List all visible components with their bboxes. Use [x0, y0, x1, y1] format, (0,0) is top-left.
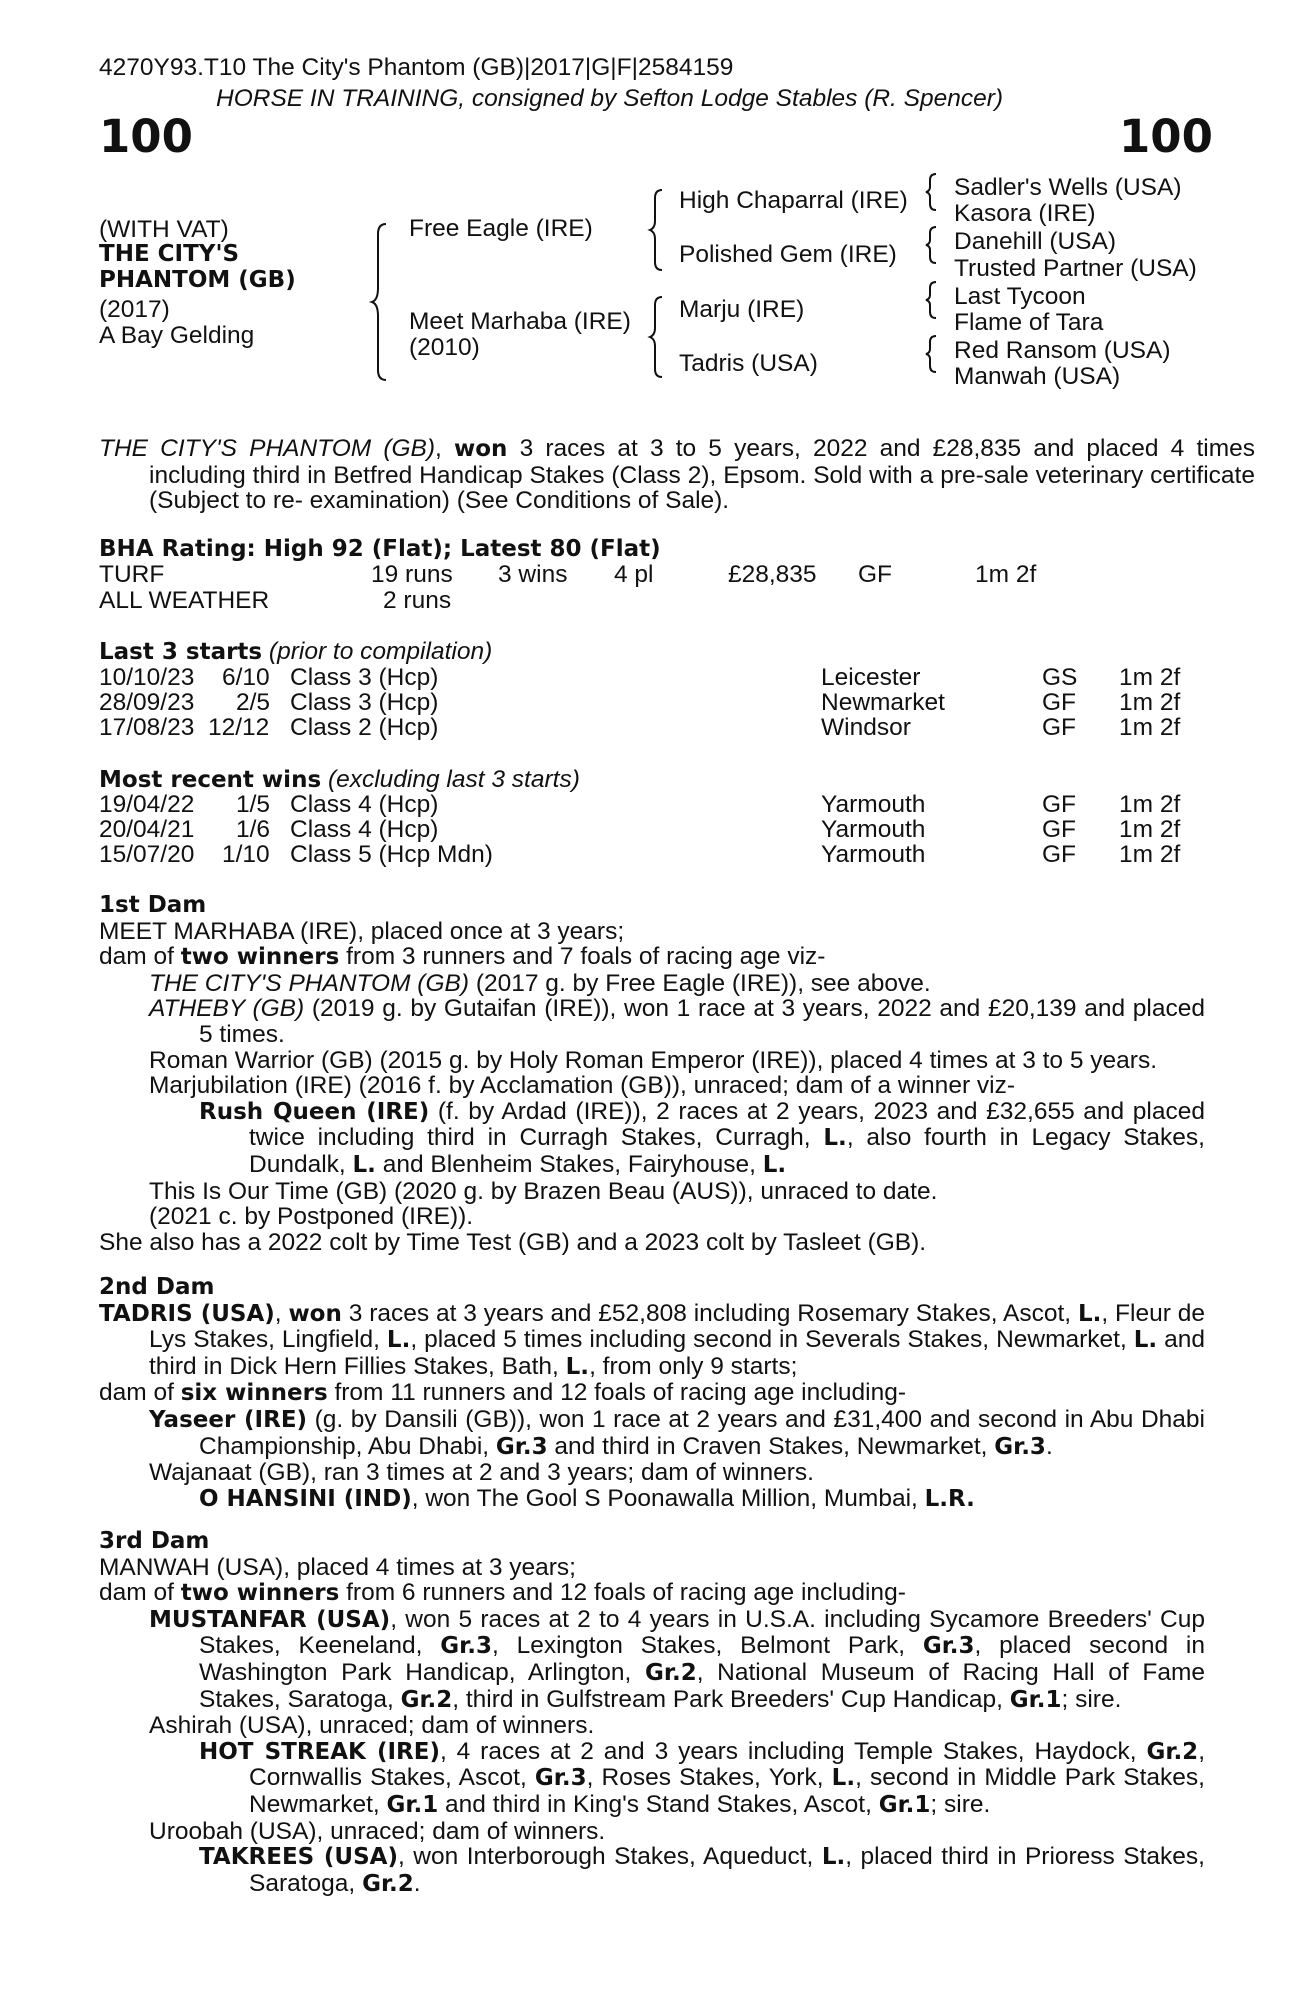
section-heading: 2nd Dam	[99, 1274, 215, 1300]
catalogue-page: 4270Y93.T10 The City's Phantom (GB)|2017|G|F|2584159 HORSE IN TRAINING, consigned by Sefton Lodge Stables (R. Spencer) 100 100 (WITH VAT) THE CITY'S PHANTOM (GB) (2017) A Bay Gelding Free Eagle (IRE) Meet Marhaba (IRE) (2010) High Chaparral (IRE) Polished Gem (IRE) Marju (IRE) Tadris (USA) Sadler's Wells (USA) Kasora (IRE) Danehill (USA) Trusted Partner (USA) Last Tycoon Flame of Tara Red Ransom (USA) Manwah (USA) THE CITY'S PHANTOM (GB), won 3 races at 3 to 5 years, 2022 and £28,835 and placed 4 times including third in Betfred Handicap Stakes (Class 2), Epsom. Sold with a pre-sale veterinary certificate (Subject to re- examination) (See Conditions of Sale). BHA Rating: High 92 (Flat); Latest 80 (Flat) TURF 19 runs 3 wins 4 pl £28,835 GF 1m 2f ALL WEATHER 2 runs Last 3 starts (prior to compilation) 10/10/23 6/10 Class 3 (Hcp) Leicester GS 1m 2f 28/09/23 2/5 Class 3 (Hcp) Newmarket GF 1m 2f 17/08/23 12/12 Class 2 (Hcp) Windsor GF 1m 2f Most recent wins (excluding last 3 starts) 19/04/22 1/5 Class 4 (Hcp) Yarmouth GF 1m 2f 20/04/21 1/6 Class 4 (Hcp) Yarmouth GF 1m 2f 15/07/20 1/10 Class 5 (Hcp Mdn) Yarmouth GF 1m 2f 1st Dam MEET MARHABA (IRE), placed once at 3 years; dam of two winners from 3 runners and 7 foals of racing age viz- THE CITY'S PHANTOM (GB) (2017 g. by Free Eagle (IRE)), see above. ATHEBY (GB) (2019 g. by Gutaifan (IRE)), won 1 race at 3 years, 2022 and £20,139 and placed 5 times. Roman Warrior (GB) (2015 g. by Holy Roman Emperor (IRE)), placed 4 times at 3 to 5 years. Marjubilation (IRE) (2016 f. by Acclamation (GB)), unraced; dam of a winner viz- Rush Queen (IRE) (f. by Ardad (IRE)), 2 races at 2 years, 2023 and £32,655 and placed twice including third in Curragh Stakes, Curragh, L., also fourth in Legacy Stakes, Dundalk, L. and Blenheim Stakes, Fairyhouse, L. This Is Our Time (GB) (2020 g. by Brazen Beau (AUS)), unraced to date. (2021 c. by Postponed (IRE)). She also has a 2022 colt by Time Test (GB) and a 2023 colt by Tasleet (GB). 2nd Dam TADRIS (USA), won 3 races at 3 years and £52,808 including Rosemary Stakes, Ascot, L., Fleur de Lys Stakes, Lingfield, L., placed 5 times including second in Severals Stakes, Newmarket, L. and third in Dick Hern Fillies Stakes, Bath, L., from only 9 starts; dam of six winners from 11 runners and 12 foals of racing age including- Yaseer (IRE) (g. by Dansili (GB)), won 1 race at 2 years and £31,400 and second in Abu Dhabi Championship, Abu Dhabi, Gr.3 and third in Craven Stakes, Newmarket, Gr.3. Wajanaat (GB), ran 3 times at 2 and 3 years; dam of winners. O HANSINI (IND), won The Gool S Poonawalla Million, Mumbai, L.R. 3rd Dam MANWAH (USA), placed 4 times at 3 years; dam of two winners from 6 runners and 12 foals of racing age including- MUSTANFAR (USA), won 5 races at 2 to 4 years in U.S.A. including Sycamore Breeders' Cup Stakes, Keeneland, Gr.3, Lexington Stakes, Belmont Park, Gr.3, placed second in Washington Park Handicap, Arlington, Gr.2, National Museum of Racing Hall of Fame Stakes, Saratoga, Gr.2, third in Gulfstream Park Breeders' Cup Handicap, Gr.1; sire. Ashirah (USA), unraced; dam of winners. HOT STREAK (IRE), 4 races at 2 and 3 years including Temple Stakes, Haydock, Gr.2, Cornwallis Stakes, Ascot, Gr.3, Roses Stakes, York, L., second in Middle Park Stakes, Newmarket, Gr.1 and third in King's Stand Stakes, Ascot, Gr.1; sire. Uroobah (USA), unraced; dam of winners. TAKREES (USA), won Interborough Stakes, Aqueduct, L., placed third in Prioress Stakes, Saratoga, Gr.2.	[99, 54, 1255, 1897]
pedigree-brace-dd	[926, 334, 940, 374]
recent-wins-heading: Most recent wins (excluding last 3 starts)	[99, 766, 580, 793]
turf-distance: 1m 2f	[975, 561, 1037, 588]
consignor-line: HORSE IN TRAINING, consigned by Sefton Lodge Stables (R. Spencer)	[216, 85, 1004, 112]
lot-number-left: 100	[99, 110, 193, 163]
section-heading: 1st Dam	[99, 892, 207, 918]
pedigree-dsd: Flame of Tara	[954, 309, 1104, 336]
turf-prize: £28,835	[728, 561, 817, 588]
pedigree-brace-ds	[926, 280, 940, 320]
horse-name-line2: PHANTOM (GB)	[99, 267, 296, 293]
pedigree-sire: Free Eagle (IRE)	[409, 215, 593, 242]
section-heading: 3rd Dam	[99, 1528, 210, 1554]
horse-year: (2017)	[99, 296, 170, 323]
pedigree-brace-sd	[926, 225, 940, 265]
vat-note: (WITH VAT)	[99, 216, 229, 243]
pedigree-sire-sire: High Chaparral (IRE)	[679, 187, 908, 214]
turf-placed: 4 pl	[614, 561, 654, 588]
pedigree-dam-year: (2010)	[409, 334, 480, 361]
last-starts-heading: Last 3 starts (prior to compilation)	[99, 638, 493, 665]
pedigree-dam: Meet Marhaba (IRE)	[409, 308, 631, 335]
aw-runs: 2 runs	[383, 587, 452, 614]
horse-description: A Bay Gelding	[99, 322, 255, 349]
second-dam-section: 2nd Dam TADRIS (USA), won 3 races at 3 years and £52,808 including Rosemary Stakes, Ascot, L., Fleur de Lys Stakes, Lingfield, L., placed 5 times including second in Severals Stakes, Newmarket, L. and third in Dick Hern Fillies Stakes, Bath, L., from only 9 starts; dam of six winners from 11 runners and 12 foals of racing age including- Yaseer (IRE) (g. by Dansili (GB)), won 1 race at 2 years and £31,400 and second in Abu Dhabi Championship, Abu Dhabi, Gr.3 and third in Craven Stakes, Newmarket, Gr.3. Wajanaat (GB), ran 3 times at 2 and 3 years; dam of winners. O HANSINI (IND), won The Gool S Poonawalla Million, Mumbai, L.R.	[99, 1274, 1206, 1512]
race-summary: THE CITY'S PHANTOM (GB), won 3 races at 3 to 5 years, 2022 and £28,835 and placed 4 times including third in Betfred Handicap Stakes (Class 2), Epsom. Sold with a pre-sale veterinary certificate (Subject to re- examination) (See Conditions of Sale).	[99, 435, 1255, 515]
pedigree-ssd: Kasora (IRE)	[954, 200, 1096, 227]
pedigree-sss: Sadler's Wells (USA)	[954, 174, 1182, 201]
pedigree-dss: Last Tycoon	[954, 283, 1086, 310]
pedigree-ddd: Manwah (USA)	[954, 363, 1121, 390]
turf-going: GF	[858, 561, 893, 588]
pedigree-sire-dam: Polished Gem (IRE)	[679, 241, 897, 268]
turf-label: TURF	[99, 561, 165, 588]
lot-number-right: 100	[1119, 110, 1213, 163]
pedigree-brace-ss	[926, 172, 940, 212]
pedigree-brace-main	[372, 222, 392, 382]
aw-label: ALL WEATHER	[99, 587, 270, 614]
pedigree-sdd: Trusted Partner (USA)	[954, 255, 1197, 282]
pedigree-brace-dam	[650, 295, 668, 379]
horse-name-line1: THE CITY'S	[99, 241, 240, 267]
reference-line: 4270Y93.T10 The City's Phantom (GB)|2017|G|F|2584159	[99, 54, 734, 81]
third-dam-section: 3rd Dam MANWAH (USA), placed 4 times at 3 years; dam of two winners from 6 runners and 12 foals of racing age including- MUSTANFAR (USA), won 5 races at 2 to 4 years in U.S.A. including Sycamore Breeders' Cup Stakes, Keeneland, Gr.3, Lexington Stakes, Belmont Park, Gr.3, placed second in Washington Park Handicap, Arlington, Gr.2, National Museum of Racing Hall of Fame Stakes, Saratoga, Gr.2, third in Gulfstream Park Breeders' Cup Handicap, Gr.1; sire. Ashirah (USA), unraced; dam of winners. HOT STREAK (IRE), 4 races at 2 and 3 years including Temple Stakes, Haydock, Gr.2, Cornwallis Stakes, Ascot, Gr.3, Roses Stakes, York, L., second in Middle Park Stakes, Newmarket, Gr.1 and third in King's Stand Stakes, Ascot, Gr.1; sire. Uroobah (USA), unraced; dam of winners. TAKREES (USA), won Interborough Stakes, Aqueduct, L., placed third in Prioress Stakes, Saratoga, Gr.2.	[99, 1528, 1206, 1897]
pedigree-dam-sire: Marju (IRE)	[679, 296, 805, 323]
pedigree-brace-sire	[650, 188, 668, 272]
first-dam-section: 1st Dam MEET MARHABA (IRE), placed once at 3 years; dam of two winners from 3 runners and 7 foals of racing age viz- THE CITY'S PHANTOM (GB) (2017 g. by Free Eagle (IRE)), see above. ATHEBY (GB) (2019 g. by Gutaifan (IRE)), won 1 race at 3 years, 2022 and £20,139 and placed 5 times. Roman Warrior (GB) (2015 g. by Holy Roman Emperor (IRE)), placed 4 times at 3 to 5 years. Marjubilation (IRE) (2016 f. by Acclamation (GB)), unraced; dam of a winner viz- Rush Queen (IRE) (f. by Ardad (IRE)), 2 races at 2 years, 2023 and £32,655 and placed twice including third in Curragh Stakes, Curragh, L., also fourth in Legacy Stakes, Dundalk, L. and Blenheim Stakes, Fairyhouse, L. This Is Our Time (GB) (2020 g. by Brazen Beau (AUS)), unraced to date. (2021 c. by Postponed (IRE)). She also has a 2022 colt by Time Test (GB) and a 2023 colt by Tasleet (GB).	[99, 892, 1205, 1256]
turf-runs: 19 runs	[371, 561, 453, 588]
pedigree-dam-dam: Tadris (USA)	[679, 350, 818, 377]
bha-rating-heading: BHA Rating: High 92 (Flat); Latest 80 (Flat)	[99, 536, 661, 562]
turf-wins: 3 wins	[498, 561, 568, 588]
pedigree-dds: Red Ransom (USA)	[954, 337, 1171, 364]
pedigree-sds: Danehill (USA)	[954, 228, 1117, 255]
